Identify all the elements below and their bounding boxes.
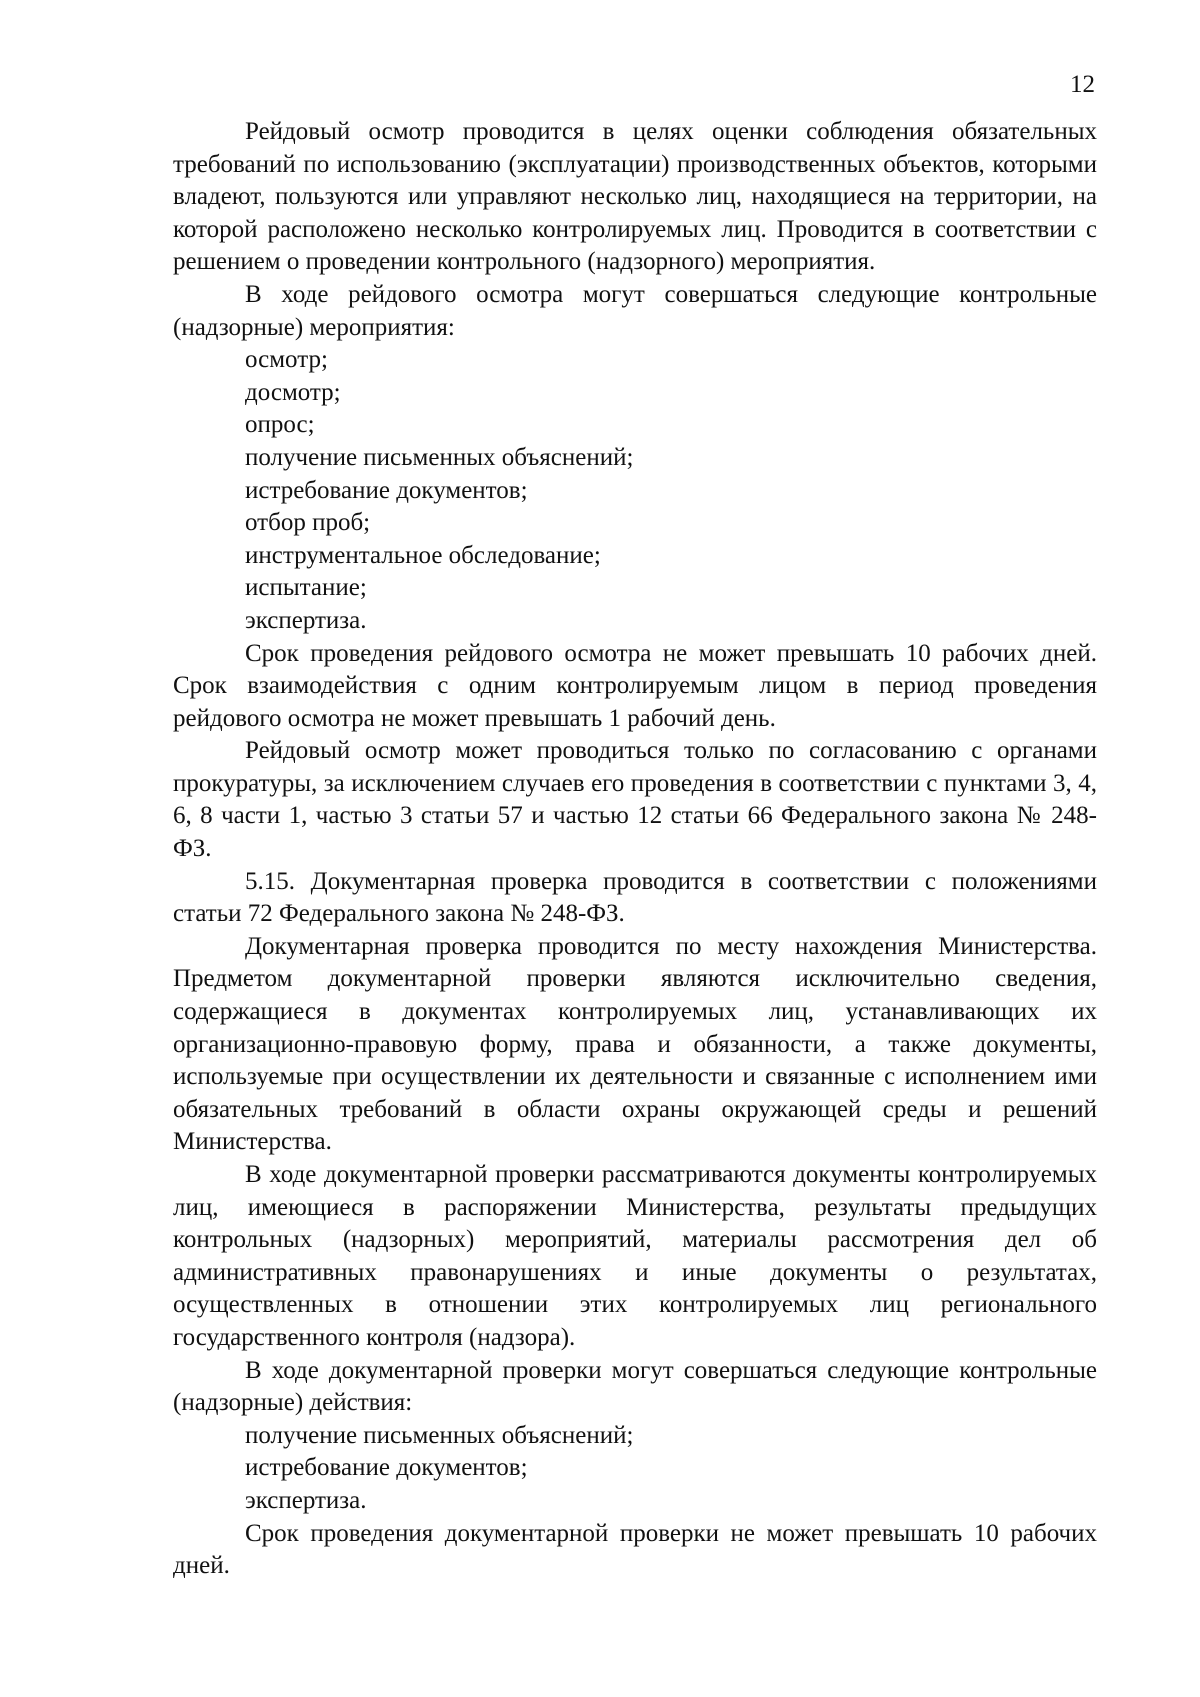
list-item: экспертиза. [245, 1486, 367, 1514]
paragraph: Рейдовый осмотр может проводиться только по согласованию с органами прокуратуры, за исключением случаев его проведения в соответствии с пунктами 3, 4, 6, 8 части 1, частью 3 статьи 57 и частью 12 статьи 66 Федерального закона № 248-ФЗ. [173, 737, 1097, 863]
paragraph: 5.15. Документарная проверка проводится в соответствии с положениями статьи 72 Федерального закона № 248-ФЗ. [173, 867, 1097, 928]
list-item: истребование документов; [245, 1454, 528, 1482]
document-body [173, 116, 1097, 1583]
paragraph: В ходе документарной проверки рассматриваются документы контролируемых лиц, имеющиеся в распоряжении Министерства, результаты предыдущих контрольных (надзорных) мероприятий, материалы рассмотрения дел об административных правонарушениях и иные документы о результатах, осуществленных в отношении этих контролируемых лиц регионального государственного контроля (надзора). [173, 1161, 1097, 1351]
list-item: получение письменных объяснений; [245, 443, 634, 471]
paragraph: В ходе документарной проверки могут совершаться следующие контрольные (надзорные) действия: [173, 1356, 1097, 1417]
list-item: инструментальное обследование; [245, 541, 601, 569]
list-item: отбор проб; [245, 509, 371, 537]
paragraph: Срок проведения рейдового осмотра не может превышать 10 рабочих дней. Срок взаимодействия с одним контролируемым лицом в период проведения рейдового осмотра не может превышать 1 рабочий день. [173, 639, 1097, 732]
paragraph: Документарная проверка проводится по месту нахождения Министерства. Предметом документарной проверки являются исключительно сведения, содержащиеся в документах контролируемых лиц, устанавливающих их организационно-правовую форму, права и обязанности, а также документы, используемые при осуществлении их деятельности и связанные с исполнением ими обязательных требований в области охраны окружающей среды и решений Министерства. [173, 932, 1097, 1156]
list-item: осмотр; [245, 346, 328, 374]
paragraph: Срок проведения документарной проверки не может превышать 10 рабочих дней. [173, 1519, 1097, 1580]
paragraph: В ходе рейдового осмотра могут совершаться следующие контрольные (надзорные) мероприятия: [173, 280, 1097, 341]
list-item: получение письменных объяснений; [245, 1421, 634, 1449]
list-item: истребование документов; [245, 476, 528, 504]
paragraph: Рейдовый осмотр проводится в целях оценки соблюдения обязательных требований по использованию (эксплуатации) производственных объектов, которыми владеют, пользуются или управляют несколько лиц, находящиеся на территории, на которой расположено несколько контролируемых лиц. Проводится в соответствии с решением о проведении контрольного (надзорного) мероприятия. [173, 118, 1097, 276]
list-item: экспертиза. [245, 606, 367, 634]
list-item: досмотр; [245, 378, 341, 406]
page-number: 12 [1070, 71, 1095, 98]
list-item: опрос; [245, 411, 315, 439]
list-item: испытание; [245, 574, 367, 602]
